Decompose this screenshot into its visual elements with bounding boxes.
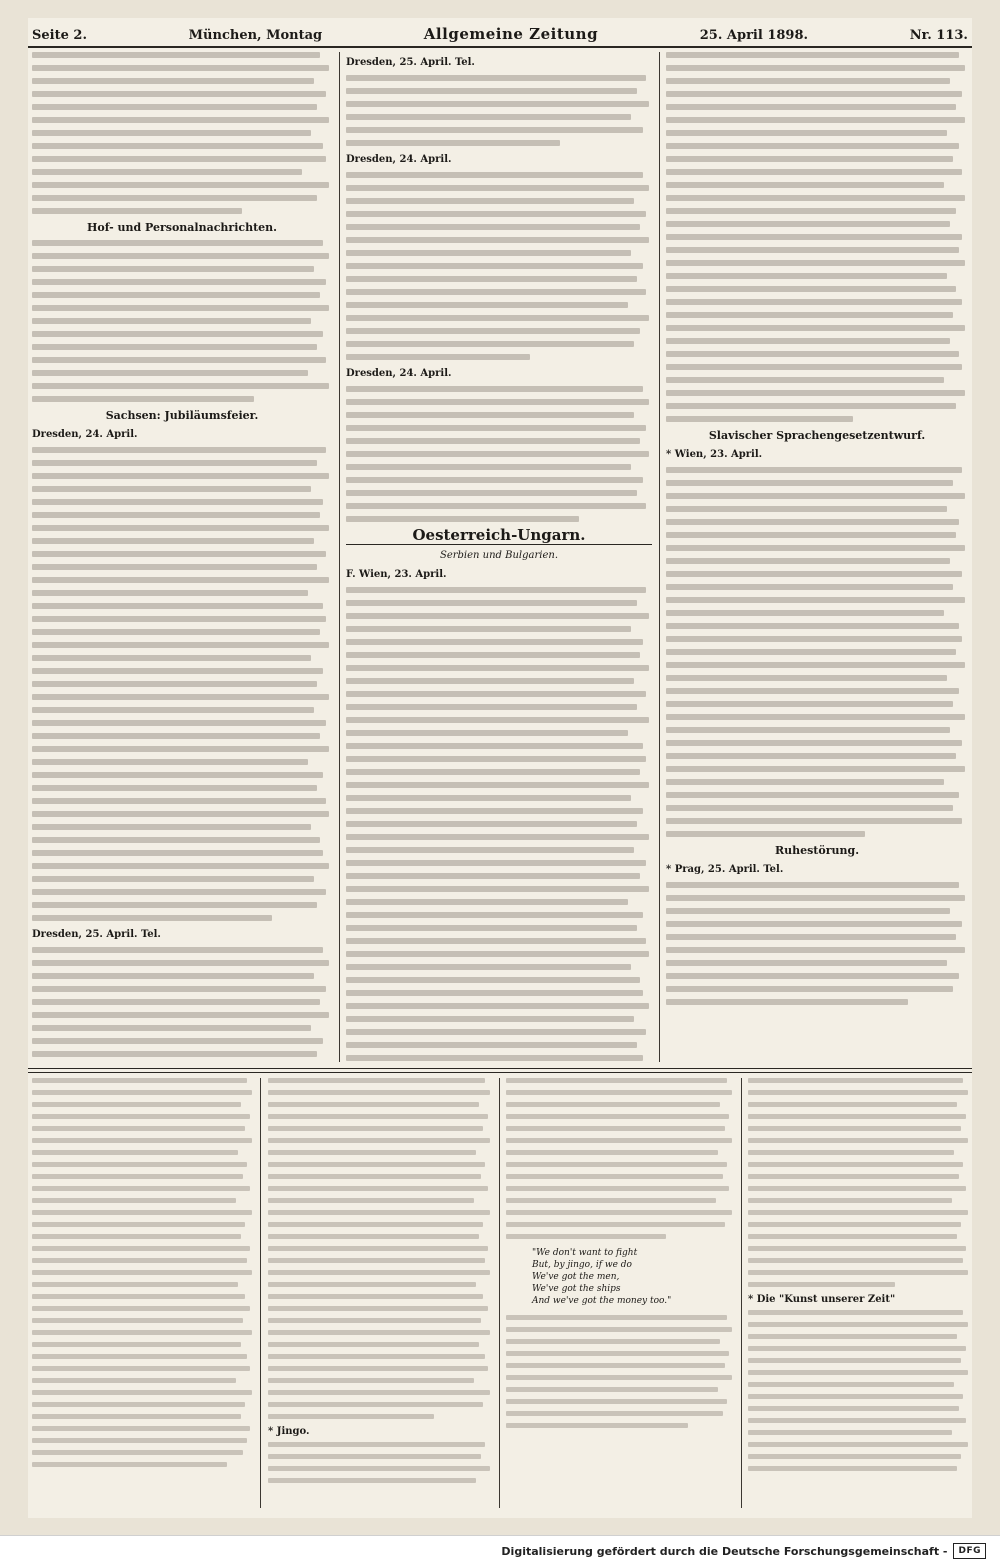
column-divider	[260, 1078, 261, 1508]
feuilleton-column-3	[506, 1078, 734, 1508]
dateline-wien-23b: * Wien, 23. April.	[666, 449, 763, 460]
feuilleton-column-4	[748, 1078, 970, 1508]
column-divider	[499, 1078, 500, 1508]
section-heading-disturbance: Ruhestörung.	[774, 844, 860, 857]
dateline-prag-25: * Prag, 25. April. Tel.	[666, 864, 784, 875]
masthead	[28, 18, 972, 48]
footer-credit: Digitalisierung gefördert durch die Deutsche Forschungsgemeinschaft -	[501, 1544, 948, 1558]
dateline-dresden-25: Dresden, 25. April. Tel.	[32, 929, 161, 940]
feuilleton-column-1	[32, 1078, 254, 1508]
column-1	[32, 52, 332, 1062]
feuilleton-column-2	[268, 1078, 492, 1508]
dfg-logo: DFG	[953, 1543, 986, 1559]
dateline-dresden-24a: Dresden, 24. April.	[346, 154, 452, 165]
jingo-verse	[532, 1247, 734, 1307]
issue-date: 25. April 1898.	[699, 28, 809, 43]
section-heading-court-news: Hof- und Personalnachrichten.	[87, 221, 277, 234]
dateline-kunst-unserer-zeit: * Die "Kunst unserer Zeit"	[748, 1294, 896, 1305]
issue-number: Nr. 113.	[909, 28, 968, 43]
dateline-dresden-24b: Dresden, 24. April.	[346, 368, 452, 379]
verse-line: And we've got the money too."	[532, 1296, 672, 1306]
section-heading-language-bill: Slavischer Sprachengesetzentwurf.	[708, 429, 926, 442]
subheadline-serbia-bulgaria: Serbien und Bulgarien.	[439, 550, 558, 561]
dateline-wien-23: F. Wien, 23. April.	[346, 569, 447, 580]
city-day: München, Montag	[188, 28, 323, 43]
dateline-dresden-24: Dresden, 24. April.	[32, 429, 138, 440]
dateline-jingo: * Jingo.	[268, 1426, 310, 1437]
column-divider	[741, 1078, 742, 1508]
verse-line: But, by jingo, if we do	[532, 1260, 632, 1270]
newspaper-page	[28, 18, 972, 1518]
verse-line: We've got the men,	[532, 1272, 620, 1282]
digitization-footer	[0, 1535, 1000, 1566]
paper-title: Allgemeine Zeitung	[423, 25, 599, 43]
dateline-dresden-tel: Dresden, 25. April. Tel.	[346, 57, 475, 68]
verse-line: "We don't want to fight	[532, 1248, 638, 1258]
headline-austria-hungary: Oesterreich-Ungarn.	[346, 529, 652, 545]
section-heading-jubilee: Sachsen: Jubiläumsfeier.	[105, 409, 259, 422]
column-divider	[339, 52, 340, 1062]
column-2	[346, 52, 652, 1062]
column-divider	[659, 52, 660, 1062]
column-3	[666, 52, 968, 1062]
feuilleton-rule	[28, 1068, 972, 1073]
article-columns	[28, 52, 972, 1062]
feuilleton-section	[28, 1078, 972, 1518]
page-number: Seite 2.	[32, 28, 87, 43]
verse-line: We've got the ships	[532, 1284, 621, 1294]
